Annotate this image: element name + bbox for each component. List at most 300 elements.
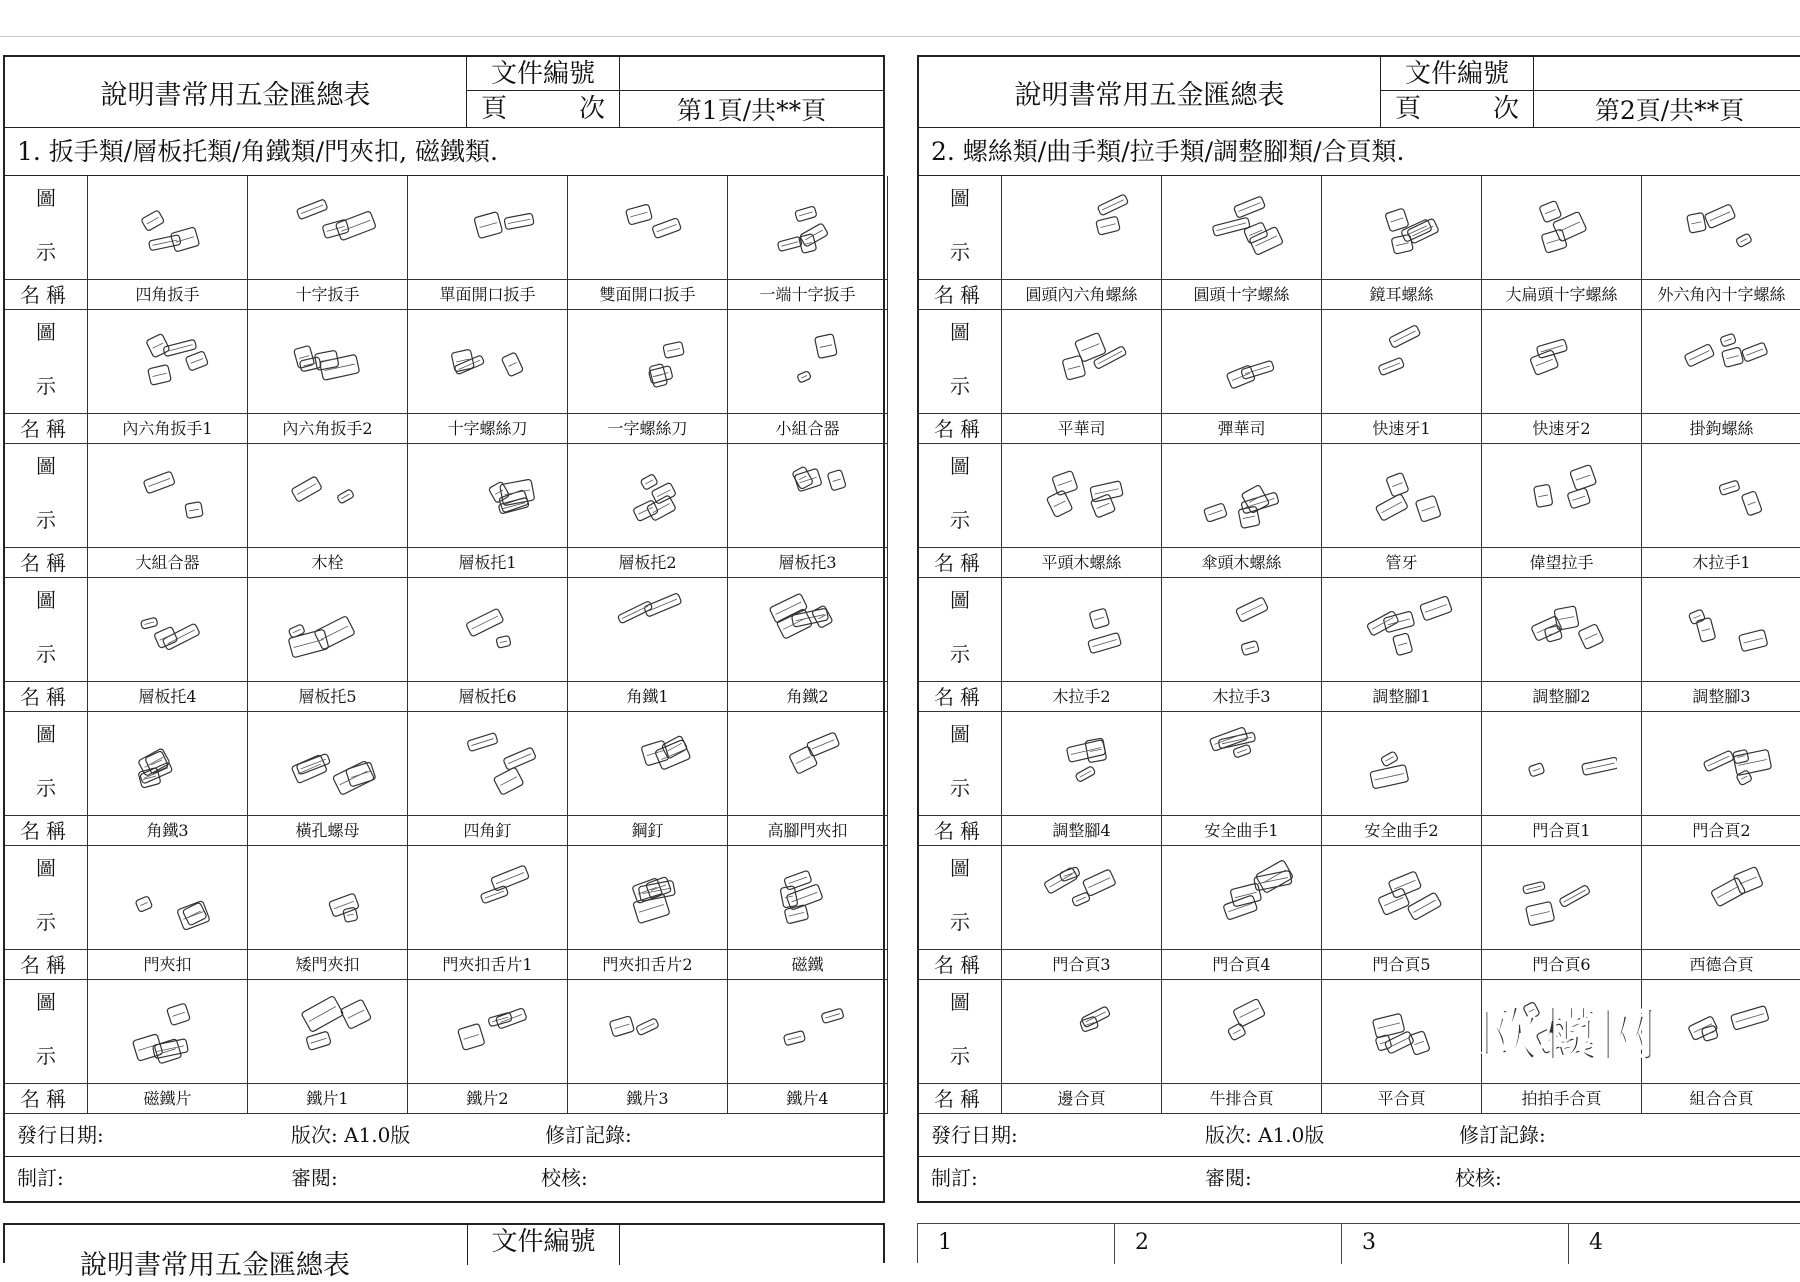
row-label-name: 名稱 [5, 816, 88, 846]
part-image-cell [88, 444, 248, 548]
row-label-char: 示 [950, 1044, 970, 1068]
parts-row [919, 310, 1800, 444]
hardware-drawing-icon [113, 456, 223, 536]
hardware-drawing-icon [1027, 858, 1137, 938]
part-image-cell [248, 578, 408, 682]
part-image-cell [1002, 176, 1162, 280]
parts-row [919, 980, 1800, 1114]
hardware-drawing-icon [593, 188, 703, 268]
part-name: 層板托2 [568, 548, 728, 578]
part-name: 圓頭十字螺絲 [1162, 280, 1322, 310]
row-label-char: 圖 [950, 588, 970, 612]
parts-row [5, 444, 883, 578]
hardware-drawing-icon [593, 992, 703, 1072]
part-name: 調整腳1 [1322, 682, 1482, 712]
sheet-header [919, 57, 1800, 128]
page-label-char: 次 [578, 94, 605, 124]
part-name: 角鐵1 [568, 682, 728, 712]
row-label-name: 名稱 [919, 414, 1002, 444]
sheet-page-3-header [3, 1223, 885, 1281]
hardware-drawing-icon [1347, 858, 1457, 938]
sheet-page-2 [917, 55, 1800, 1203]
hardware-drawing-icon [1507, 590, 1617, 670]
hardware-drawing-icon [1667, 724, 1777, 804]
hardware-drawing-icon [113, 992, 223, 1072]
hardware-drawing-icon [1347, 992, 1457, 1072]
part-name: 西德合頁 [1642, 950, 1800, 980]
sheet-page-4-header [917, 1223, 1800, 1263]
row-label-char: 圖 [950, 320, 970, 344]
part-image-cell [408, 310, 568, 414]
cell-number: 4 [1589, 1230, 1603, 1255]
part-image-cell [1322, 444, 1482, 548]
row-label-name: 名稱 [919, 548, 1002, 578]
part-name: 內六角扳手1 [88, 414, 248, 444]
part-name: 調整腳2 [1482, 682, 1642, 712]
part-image-cell [1642, 712, 1800, 816]
hardware-drawing-icon [113, 590, 223, 670]
part-image-cell [1162, 846, 1322, 950]
part-image-cell [1482, 578, 1642, 682]
part-name: 平合頁 [1322, 1084, 1482, 1114]
hardware-drawing-icon [593, 590, 703, 670]
version-label: 版次: A1.0版 [1205, 1123, 1325, 1147]
row-label-char: 示 [36, 910, 56, 934]
hardware-drawing-icon [753, 456, 863, 536]
part-name: 彈華司 [1162, 414, 1322, 444]
top-divider [0, 36, 1800, 37]
check-label: 校核: [541, 1166, 588, 1190]
part-name: 高腳門夾扣 [728, 816, 888, 846]
page-label-char: 頁 [481, 94, 508, 124]
row-label-char: 示 [950, 508, 970, 532]
part-name: 鏡耳螺絲 [1322, 280, 1482, 310]
part-image-cell [88, 712, 248, 816]
row-label-name: 名稱 [5, 548, 88, 578]
row-label-image [5, 846, 88, 950]
sheet-title: 說明書常用五金匯總表 [5, 57, 467, 128]
sheet-title: 說明書常用五金匯總表 [80, 1250, 350, 1281]
part-name: 磁鐵片 [88, 1084, 248, 1114]
part-name: 鐵片2 [408, 1084, 568, 1114]
part-name: 層板托4 [88, 682, 248, 712]
row-label-image [919, 980, 1002, 1084]
page-number-value: 第1頁/共**頁 [676, 96, 827, 125]
issue-date-label: 發行日期: [931, 1123, 1018, 1147]
section-heading: 1. 扳手類/層板托類/角鐵類/門夾扣, 磁鐵類. [5, 128, 883, 176]
part-name: 磁鐵 [728, 950, 888, 980]
hardware-drawing-icon [433, 590, 543, 670]
revision-label: 修訂記錄: [1459, 1123, 1546, 1147]
made-by-label: 制訂: [17, 1166, 64, 1190]
part-image-cell [568, 846, 728, 950]
part-name: 層板托5 [248, 682, 408, 712]
part-image-cell [88, 846, 248, 950]
row-label-name: 名稱 [919, 682, 1002, 712]
part-image-cell [248, 712, 408, 816]
part-name: 木栓 [248, 548, 408, 578]
parts-grid [919, 176, 1800, 1114]
part-image-cell [1642, 980, 1800, 1084]
watermark-logo: 欧模网 [1480, 1001, 1661, 1069]
row-label-name: 名稱 [919, 1084, 1002, 1114]
review-label: 審閱: [291, 1166, 338, 1190]
part-name: 安全曲手2 [1322, 816, 1482, 846]
part-image-cell [728, 980, 888, 1084]
part-image-cell [1162, 176, 1322, 280]
row-label-char: 示 [950, 374, 970, 398]
part-name: 門夾扣舌片2 [568, 950, 728, 980]
page-number-value: 第2頁/共**頁 [1594, 96, 1745, 125]
review-label: 審閱: [1205, 1166, 1252, 1190]
row-label-char: 圖 [950, 454, 970, 478]
page-label [467, 91, 620, 128]
hardware-drawing-icon [433, 724, 543, 804]
part-image-cell [1002, 578, 1162, 682]
part-name: 門合頁5 [1322, 950, 1482, 980]
part-name: 快速牙2 [1482, 414, 1642, 444]
row-label-char: 圖 [36, 454, 56, 478]
part-image-cell [728, 176, 888, 280]
part-name: 四角釘 [408, 816, 568, 846]
part-image-cell [728, 712, 888, 816]
part-image-cell [1162, 712, 1322, 816]
row-label-char: 圖 [36, 856, 56, 880]
part-image-cell [1642, 846, 1800, 950]
part-name: 偉望拉手 [1482, 548, 1642, 578]
part-image-cell [728, 444, 888, 548]
parts-row [5, 846, 883, 980]
part-image-cell [248, 846, 408, 950]
hardware-drawing-icon [1187, 992, 1297, 1072]
row-label-char: 圖 [36, 588, 56, 612]
part-name: 大組合器 [88, 548, 248, 578]
part-name: 平華司 [1002, 414, 1162, 444]
part-image-cell [88, 578, 248, 682]
version-label: 版次: A1.0版 [291, 1123, 411, 1147]
sheet-page-1 [3, 55, 885, 1203]
part-name: 鐵片4 [728, 1084, 888, 1114]
hardware-drawing-icon [1027, 590, 1137, 670]
row-label-name: 名稱 [919, 816, 1002, 846]
section-heading: 2. 螺絲類/曲手類/拉手類/調整腳類/合頁類. [919, 128, 1800, 176]
cell-number: 1 [918, 1224, 1115, 1264]
hardware-drawing-icon [1667, 858, 1777, 938]
part-image-cell [408, 846, 568, 950]
hardware-drawing-icon [273, 590, 383, 670]
part-image-cell [408, 578, 568, 682]
sheet-header [5, 57, 883, 128]
parts-row [5, 980, 883, 1114]
row-label-name: 名稱 [5, 682, 88, 712]
hardware-drawing-icon [1667, 456, 1777, 536]
part-image-cell [1002, 310, 1162, 414]
hardware-drawing-icon [1507, 858, 1617, 938]
row-label-char: 圖 [36, 320, 56, 344]
part-image-cell [408, 444, 568, 548]
footer-row-approval [919, 1157, 1800, 1200]
row-label-image [919, 176, 1002, 280]
sheet-title: 說明書常用五金匯總表 [919, 57, 1381, 128]
hardware-drawing-icon [273, 456, 383, 536]
parts-row [5, 310, 883, 444]
part-image-cell [1162, 310, 1322, 414]
part-image-cell [1322, 712, 1482, 816]
row-label-name: 名稱 [5, 950, 88, 980]
row-label-char: 示 [36, 642, 56, 666]
part-name: 管牙 [1322, 548, 1482, 578]
row-label-image [5, 444, 88, 548]
part-name: 層板托3 [728, 548, 888, 578]
part-name: 層板托1 [408, 548, 568, 578]
footer-row-issue [5, 1114, 883, 1157]
page-label-char: 次 [1492, 94, 1519, 124]
part-image-cell [1162, 444, 1322, 548]
hardware-drawing-icon [273, 322, 383, 402]
part-name: 平頭木螺絲 [1002, 548, 1162, 578]
part-image-cell [88, 176, 248, 280]
parts-row [919, 176, 1800, 310]
part-image-cell [1162, 980, 1322, 1084]
row-label-char: 圖 [950, 186, 970, 210]
part-image-cell [1322, 846, 1482, 950]
row-label-char: 圖 [36, 722, 56, 746]
part-name: 角鐵3 [88, 816, 248, 846]
doc-number-label: 文件編號 [467, 57, 620, 91]
part-name: 門合頁6 [1482, 950, 1642, 980]
part-image-cell [248, 310, 408, 414]
row-label-image [5, 980, 88, 1084]
row-label-char: 示 [950, 776, 970, 800]
hardware-drawing-icon [1187, 590, 1297, 670]
part-image-cell [1482, 712, 1642, 816]
revision-label: 修訂記錄: [545, 1123, 632, 1147]
parts-row [5, 578, 883, 712]
part-image-cell [1642, 578, 1800, 682]
hardware-drawing-icon [1027, 456, 1137, 536]
part-image-cell [88, 980, 248, 1084]
hardware-drawing-icon [1347, 188, 1457, 268]
part-image-cell [248, 980, 408, 1084]
part-image-cell [1322, 310, 1482, 414]
part-name: 調整腳3 [1642, 682, 1800, 712]
part-image-cell [408, 176, 568, 280]
doc-number-label: 文件編號 [1381, 57, 1534, 91]
hardware-drawing-icon [113, 322, 223, 402]
row-label-name: 名稱 [919, 950, 1002, 980]
hardware-drawing-icon [753, 322, 863, 402]
part-name: 拍拍手合頁 [1482, 1084, 1642, 1114]
row-label-image [5, 712, 88, 816]
row-label-char: 圖 [36, 186, 56, 210]
hardware-drawing-icon [433, 456, 543, 536]
hardware-drawing-icon [753, 188, 863, 268]
part-image-cell [88, 310, 248, 414]
part-name: 門夾扣 [88, 950, 248, 980]
part-image-cell [248, 444, 408, 548]
row-label-char: 示 [950, 910, 970, 934]
row-label-char: 圖 [36, 990, 56, 1014]
hardware-drawing-icon [433, 322, 543, 402]
part-image-cell [1482, 846, 1642, 950]
footer-row-issue [919, 1114, 1800, 1157]
part-name: 單面開口扳手 [408, 280, 568, 310]
row-label-char: 示 [950, 240, 970, 264]
hardware-drawing-icon [1667, 590, 1777, 670]
row-label-char: 示 [36, 1044, 56, 1068]
hardware-drawing-icon [433, 188, 543, 268]
hardware-drawing-icon [433, 992, 543, 1072]
part-image-cell [568, 578, 728, 682]
part-name: 四角扳手 [88, 280, 248, 310]
parts-row [5, 176, 883, 310]
part-image-cell [1482, 310, 1642, 414]
part-name: 十字螺絲刀 [408, 414, 568, 444]
hardware-drawing-icon [113, 858, 223, 938]
hardware-drawing-icon [1187, 322, 1297, 402]
part-name: 木拉手3 [1162, 682, 1322, 712]
row-label-image [919, 310, 1002, 414]
row-label-char: 示 [36, 240, 56, 264]
cell-number: 2 [1115, 1224, 1342, 1264]
part-image-cell [568, 980, 728, 1084]
row-label-image [919, 444, 1002, 548]
part-name: 橫孔螺母 [248, 816, 408, 846]
row-label-image [5, 176, 88, 280]
hardware-drawing-icon [273, 724, 383, 804]
part-name: 一端十字扳手 [728, 280, 888, 310]
row-label-char: 示 [36, 374, 56, 398]
part-name: 邊合頁 [1002, 1084, 1162, 1114]
part-name: 木拉手1 [1642, 548, 1800, 578]
cell-number: 3 [1342, 1224, 1569, 1264]
part-name: 門合頁4 [1162, 950, 1322, 980]
part-name: 角鐵2 [728, 682, 888, 712]
part-name: 大扁頭十字螺絲 [1482, 280, 1642, 310]
hardware-drawing-icon [1027, 724, 1137, 804]
part-image-cell [248, 176, 408, 280]
hardware-drawing-icon [1507, 456, 1617, 536]
parts-row [919, 846, 1800, 980]
row-label-image [5, 578, 88, 682]
part-name: 快速牙1 [1322, 414, 1482, 444]
row-label-char: 圖 [950, 990, 970, 1014]
hardware-drawing-icon [1027, 322, 1137, 402]
doc-number-value [1534, 57, 1800, 91]
part-image-cell [568, 444, 728, 548]
row-label-image [5, 310, 88, 414]
hardware-drawing-icon [1667, 992, 1777, 1072]
footer-row-approval [5, 1157, 883, 1200]
hardware-drawing-icon [1347, 724, 1457, 804]
row-label-name: 名稱 [5, 414, 88, 444]
part-image-cell [1002, 980, 1162, 1084]
part-name: 矮門夾扣 [248, 950, 408, 980]
part-name: 傘頭木螺絲 [1162, 548, 1322, 578]
part-name: 組合合頁 [1642, 1084, 1800, 1114]
check-label: 校核: [1455, 1166, 1502, 1190]
part-name: 鋼釘 [568, 816, 728, 846]
row-label-image [919, 578, 1002, 682]
doc-number-label: 文件編號 [467, 1225, 620, 1265]
hardware-drawing-icon [273, 858, 383, 938]
hardware-drawing-icon [1187, 188, 1297, 268]
part-name: 木拉手2 [1002, 682, 1162, 712]
page-label-char: 頁 [1395, 94, 1422, 124]
hardware-drawing-icon [1347, 590, 1457, 670]
hardware-drawing-icon [273, 992, 383, 1072]
hardware-drawing-icon [1347, 456, 1457, 536]
part-name: 牛排合頁 [1162, 1084, 1322, 1114]
hardware-drawing-icon [593, 724, 703, 804]
row-label-name: 名稱 [5, 1084, 88, 1114]
part-name: 一字螺絲刀 [568, 414, 728, 444]
part-name: 鐵片3 [568, 1084, 728, 1114]
part-image-cell [728, 310, 888, 414]
hardware-drawing-icon [433, 858, 543, 938]
part-name: 小組合器 [728, 414, 888, 444]
part-image-cell [1642, 310, 1800, 414]
part-image-cell [1162, 578, 1322, 682]
row-label-char: 圖 [950, 722, 970, 746]
issue-date-label: 發行日期: [17, 1123, 104, 1147]
hardware-drawing-icon [753, 590, 863, 670]
part-name: 內六角扳手2 [248, 414, 408, 444]
part-name: 門夾扣舌片1 [408, 950, 568, 980]
hardware-drawing-icon [593, 322, 703, 402]
parts-row [919, 444, 1800, 578]
part-image-cell [728, 578, 888, 682]
hardware-drawing-icon [753, 992, 863, 1072]
part-name: 十字扳手 [248, 280, 408, 310]
part-name: 門合頁2 [1642, 816, 1800, 846]
hardware-drawing-icon [273, 188, 383, 268]
part-image-cell [1322, 980, 1482, 1084]
row-label-name: 名稱 [919, 280, 1002, 310]
part-image-cell [728, 846, 888, 950]
part-name: 外六角內十字螺絲 [1642, 280, 1800, 310]
part-name: 門合頁1 [1482, 816, 1642, 846]
hardware-drawing-icon [1507, 724, 1617, 804]
part-name: 門合頁3 [1002, 950, 1162, 980]
hardware-drawing-icon [1187, 724, 1297, 804]
part-image-cell [408, 980, 568, 1084]
part-image-cell [1482, 176, 1642, 280]
part-image-cell [1002, 444, 1162, 548]
row-label-char: 示 [36, 776, 56, 800]
row-label-image [919, 846, 1002, 950]
hardware-drawing-icon [593, 456, 703, 536]
hardware-drawing-icon [1347, 322, 1457, 402]
part-name: 雙面開口扳手 [568, 280, 728, 310]
hardware-drawing-icon [113, 724, 223, 804]
part-image-cell [1642, 176, 1800, 280]
hardware-drawing-icon [1667, 188, 1777, 268]
made-by-label: 制訂: [931, 1166, 978, 1190]
parts-row [919, 578, 1800, 712]
row-label-char: 圖 [950, 856, 970, 880]
part-image-cell [408, 712, 568, 816]
part-name: 圓頭內六角螺絲 [1002, 280, 1162, 310]
hardware-drawing-icon [593, 858, 703, 938]
part-image-cell [1322, 176, 1482, 280]
hardware-drawing-icon [1027, 188, 1137, 268]
part-name: 鐵片1 [248, 1084, 408, 1114]
hardware-drawing-icon [1507, 188, 1617, 268]
part-image-cell [1322, 578, 1482, 682]
row-label-name: 名稱 [5, 280, 88, 310]
part-image-cell [1002, 846, 1162, 950]
